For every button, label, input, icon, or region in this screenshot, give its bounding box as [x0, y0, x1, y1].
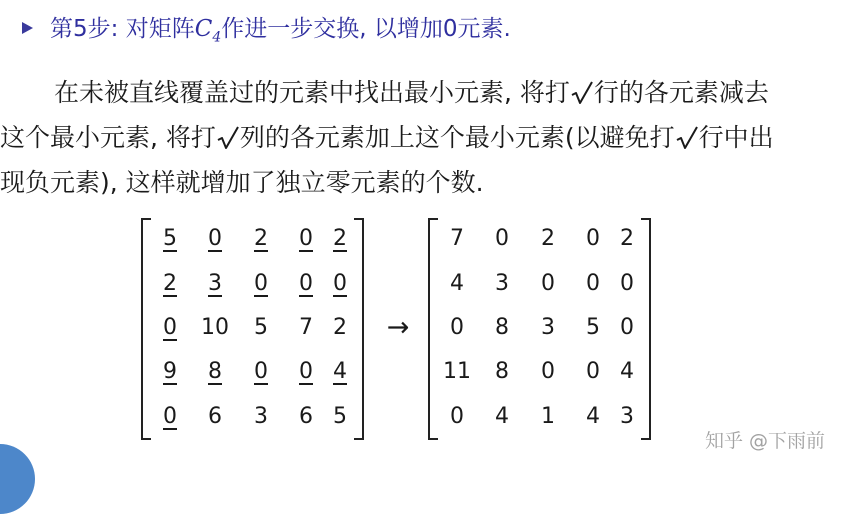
- right-matrix-cell: 0: [450, 404, 464, 429]
- left-matrix-cell: 0: [163, 315, 177, 340]
- left-matrix-cell: 0: [299, 359, 313, 384]
- matrix-subscript: 4: [212, 29, 222, 46]
- right-matrix-cell: 2: [541, 226, 555, 251]
- matrix-symbol-letter: C: [194, 16, 213, 43]
- right-matrix-row: [442, 403, 642, 437]
- left-matrix-cell: 0: [163, 404, 177, 429]
- right-matrix-cell: 0: [541, 271, 555, 296]
- right-matrix-cell: 2: [620, 226, 634, 251]
- right-matrix-cell: 0: [620, 315, 634, 340]
- corner-decoration: [0, 444, 35, 514]
- step-suffix: 作进一步交换, 以增加0元素.: [221, 16, 511, 43]
- right-matrix-cell: 3: [495, 271, 509, 296]
- left-matrix-cell: 0: [254, 271, 268, 296]
- right-matrix-cell: 11: [443, 359, 471, 384]
- left-matrix-cell: 2: [333, 315, 347, 340]
- zhihu-watermark: 知乎 @下雨前: [704, 430, 825, 452]
- checkmark-radical-icon: [571, 80, 593, 106]
- step-heading: [22, 12, 511, 44]
- checkmark-radical-icon: [217, 125, 239, 151]
- left-matrix-cell: 5: [254, 315, 268, 340]
- left-matrix-row: [155, 314, 355, 348]
- right-matrix-cell: 8: [495, 315, 509, 340]
- right-matrix-cell: 0: [541, 359, 555, 384]
- left-matrix: [141, 218, 364, 440]
- explanation-paragraph: [0, 70, 844, 205]
- right-matrix-cell: 0: [450, 315, 464, 340]
- right-matrix-cell: 8: [495, 359, 509, 384]
- right-matrix-row: [442, 270, 642, 304]
- left-matrix-cell: 0: [333, 271, 347, 296]
- checkmark-radical-icon: [676, 125, 698, 151]
- left-matrix-row: [155, 270, 355, 304]
- left-matrix-cell: 3: [208, 271, 222, 296]
- right-matrix-cell: 0: [586, 271, 600, 296]
- left-matrix-cell: 0: [299, 271, 313, 296]
- left-matrix-cell: 4: [333, 359, 347, 384]
- right-matrix-cell: 1: [541, 404, 555, 429]
- paragraph-line-1-after: 行的各元素减去: [593, 78, 769, 107]
- step-heading-text: [50, 10, 511, 46]
- right-matrix-row: [442, 358, 642, 392]
- left-matrix-cell: 2: [333, 226, 347, 251]
- right-matrix-cell: 5: [586, 315, 600, 340]
- left-matrix-cell: 0: [208, 226, 222, 251]
- paragraph-line-3-text: 现负元素), 这样就增加了独立零元素的个数.: [0, 168, 484, 197]
- left-matrix-cell: 6: [208, 404, 222, 429]
- right-matrix-row: [442, 225, 642, 259]
- right-matrix-cell: 0: [495, 226, 509, 251]
- left-matrix-row: [155, 225, 355, 259]
- step-prefix: 第5步: 对矩阵: [50, 16, 195, 43]
- paragraph-line-2-before: 这个最小元素, 将打: [0, 123, 216, 152]
- left-matrix-cell: 10: [201, 315, 229, 340]
- left-matrix-cell: 2: [163, 271, 177, 296]
- right-matrix-cell: 0: [586, 226, 600, 251]
- left-matrix-cell: 3: [254, 404, 268, 429]
- left-matrix-cell: 7: [299, 315, 313, 340]
- paragraph-line-1-before: 在未被直线覆盖过的元素中找出最小元素, 将打: [54, 78, 570, 107]
- left-matrix-cell: 0: [299, 226, 313, 251]
- right-matrix-cell: 4: [586, 404, 600, 429]
- left-matrix-cell: 0: [254, 359, 268, 384]
- left-matrix-row: [155, 403, 355, 437]
- left-matrix-cell: 8: [208, 359, 222, 384]
- right-matrix-row: [442, 314, 642, 348]
- right-matrix-cell: 7: [450, 226, 464, 251]
- paragraph-line-2-middle: 列的各元素加上这个最小元素(以避免打: [239, 123, 675, 152]
- right-matrix: [428, 218, 651, 440]
- right-matrix-cell: 4: [620, 359, 634, 384]
- right-matrix-cell: 0: [620, 271, 634, 296]
- right-matrix-cell: 3: [541, 315, 555, 340]
- paragraph-line-3: [0, 160, 844, 205]
- left-matrix-cell: 2: [254, 226, 268, 251]
- left-matrix-cell: 5: [333, 404, 347, 429]
- paragraph-line-2: [0, 115, 844, 160]
- right-matrix-cell: 4: [450, 271, 464, 296]
- right-matrix-cell: 4: [495, 404, 509, 429]
- right-matrix-cell: 3: [620, 404, 634, 429]
- triangle-bullet-icon: [22, 22, 33, 34]
- paragraph-line-2-after: 行中出: [698, 123, 774, 152]
- transform-arrow: →: [386, 312, 410, 343]
- left-matrix-row: [155, 358, 355, 392]
- matrix-symbol: [194, 16, 222, 46]
- right-matrix-cell: 0: [586, 359, 600, 384]
- left-matrix-cell: 5: [163, 226, 177, 251]
- left-matrix-cell: 6: [299, 404, 313, 429]
- paragraph-line-1: [0, 70, 844, 115]
- left-matrix-cell: 9: [163, 359, 177, 384]
